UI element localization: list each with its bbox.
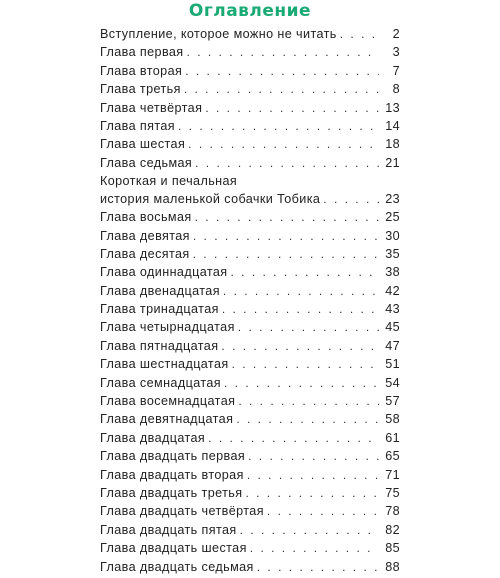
toc-page-number: 57 <box>385 394 400 409</box>
toc-page-number: 42 <box>385 283 400 298</box>
dot-leader <box>248 449 379 463</box>
toc-entry <box>100 82 400 100</box>
toc-page-number: 61 <box>385 430 400 445</box>
toc-page-number: 3 <box>392 45 400 60</box>
dot-leader <box>236 412 379 426</box>
toc-entry <box>100 302 400 320</box>
toc-page-number: 88 <box>385 559 400 574</box>
toc-entry <box>100 394 400 412</box>
dot-leader <box>184 82 379 96</box>
toc-entry <box>100 357 400 375</box>
toc-entry <box>100 560 400 578</box>
toc-entry <box>100 101 400 119</box>
dot-leader <box>193 247 379 261</box>
toc-entry-label: Глава двадцать четвёртая <box>100 504 264 519</box>
toc-entry <box>100 320 400 338</box>
toc-entry <box>100 156 400 174</box>
toc-entry <box>100 376 400 394</box>
toc-page-number: 51 <box>385 357 400 372</box>
toc-entry-label: Глава седьмая <box>100 155 193 170</box>
toc-entry <box>100 64 400 82</box>
dot-leader <box>238 320 379 334</box>
toc-entry-label: Глава пятнадцатая <box>100 338 219 353</box>
dot-leader <box>224 376 379 390</box>
toc-entry-label: Глава восьмая <box>100 210 192 225</box>
toc-entry-label: Глава пятая <box>100 118 176 133</box>
dot-leader <box>187 45 379 59</box>
toc-entry <box>100 210 400 228</box>
toc-entry <box>100 247 400 265</box>
toc-entry-label-continued: история маленькой собачки Тобика <box>100 192 321 207</box>
toc-entry-label: Глава двадцать вторая <box>100 467 244 482</box>
dot-leader <box>240 523 379 537</box>
toc-entry <box>100 504 400 522</box>
dot-leader <box>195 210 379 224</box>
toc-entry <box>100 119 400 137</box>
toc-entry <box>100 265 400 283</box>
toc-entry-label: Глава двенадцатая <box>100 283 220 298</box>
toc-entry-label: Глава четвёртая <box>100 100 203 115</box>
dot-leader <box>230 265 379 279</box>
toc-page-number: 23 <box>385 192 400 207</box>
toc-page-number: 7 <box>392 63 400 78</box>
dot-leader <box>221 339 379 353</box>
toc-page-number: 38 <box>385 265 400 280</box>
dot-leader <box>195 156 379 170</box>
dot-leader <box>267 504 379 518</box>
page-title: Оглавление <box>188 1 312 21</box>
toc-entry-label: Глава первая <box>100 45 184 60</box>
toc-entry-label: Глава двадцать седьмая <box>100 559 254 574</box>
toc-entry-label: Глава двадцать пятая <box>100 522 237 537</box>
toc-entry-label: Глава третья <box>100 82 181 97</box>
toc-page-number: 18 <box>385 137 400 152</box>
toc-entry-label: Глава десятая <box>100 246 190 261</box>
toc-page-number: 82 <box>385 522 400 537</box>
toc-page-number: 58 <box>385 412 400 427</box>
toc-page-number: 14 <box>385 118 400 133</box>
toc-page-number: 21 <box>385 155 400 170</box>
toc-page-number: 13 <box>385 100 400 115</box>
dot-leader <box>340 27 379 41</box>
toc-entry-label: Глава девятнадцатая <box>100 412 234 427</box>
dot-leader <box>193 229 379 243</box>
toc-entry <box>100 431 400 449</box>
toc-entry <box>100 449 400 467</box>
toc-entry-label: Глава двадцать третья <box>100 485 243 500</box>
dot-leader <box>245 486 379 500</box>
toc-entry <box>100 412 400 430</box>
toc-entry-label: Глава семнадцатая <box>100 375 221 390</box>
toc-entry-label: Глава шестая <box>100 137 186 152</box>
dot-leader <box>247 468 379 482</box>
dot-leader <box>222 302 379 316</box>
dot-leader <box>250 541 379 555</box>
toc-page-number: 47 <box>385 338 400 353</box>
toc-entry-label: Глава шестнадцатая <box>100 357 229 372</box>
toc-page-number: 78 <box>385 504 400 519</box>
dot-leader <box>178 119 379 133</box>
toc-entry <box>100 137 400 155</box>
dot-leader <box>257 560 379 574</box>
toc-page-number: 85 <box>385 541 400 556</box>
dot-leader <box>323 192 379 206</box>
toc-entry-label: Глава восемнадцатая <box>100 394 236 409</box>
toc-entry <box>100 339 400 357</box>
toc-entry <box>100 468 400 486</box>
dot-leader <box>223 284 379 298</box>
dot-leader <box>205 101 379 115</box>
toc-entry <box>100 284 400 302</box>
toc-page-number: 8 <box>392 82 400 97</box>
toc-page-number: 43 <box>385 302 400 317</box>
toc-entry <box>100 174 400 210</box>
toc-page-number: 71 <box>385 467 400 482</box>
toc-entry <box>100 45 400 63</box>
toc-entry-label: Глава четырнадцатая <box>100 320 235 335</box>
toc-entry <box>100 541 400 559</box>
toc-page-number: 75 <box>385 485 400 500</box>
toc-entry-label: Глава одиннадцатая <box>100 265 228 280</box>
dot-leader <box>232 357 379 371</box>
table-of-contents <box>100 27 400 578</box>
toc-entry <box>100 486 400 504</box>
dot-leader <box>188 137 379 151</box>
dot-leader <box>208 431 379 445</box>
toc-page-number: 54 <box>385 375 400 390</box>
toc-entry-label: Глава двадцать шестая <box>100 541 247 556</box>
toc-page-number: 2 <box>392 27 400 41</box>
dot-leader <box>238 394 379 408</box>
toc-entry-label: Глава девятая <box>100 228 190 243</box>
toc-page-number: 65 <box>385 449 400 464</box>
toc-page-number: 35 <box>385 246 400 261</box>
toc-page-number: 30 <box>385 228 400 243</box>
toc-entry-label: Глава двадцатая <box>100 430 206 445</box>
toc-entry-label: Глава вторая <box>100 63 183 78</box>
toc-entry-label: Глава тринадцатая <box>100 302 219 317</box>
toc-page-number: 25 <box>385 210 400 225</box>
toc-entry-label: Глава двадцать первая <box>100 449 246 464</box>
toc-entry-label: Короткая и печальная <box>100 174 238 189</box>
toc-entry <box>100 229 400 247</box>
toc-entry <box>100 27 400 45</box>
toc-entry <box>100 523 400 541</box>
dot-leader <box>185 64 379 78</box>
toc-entry-label: Вступление, которое можно не читать <box>100 27 337 41</box>
toc-page-number: 45 <box>385 320 400 335</box>
